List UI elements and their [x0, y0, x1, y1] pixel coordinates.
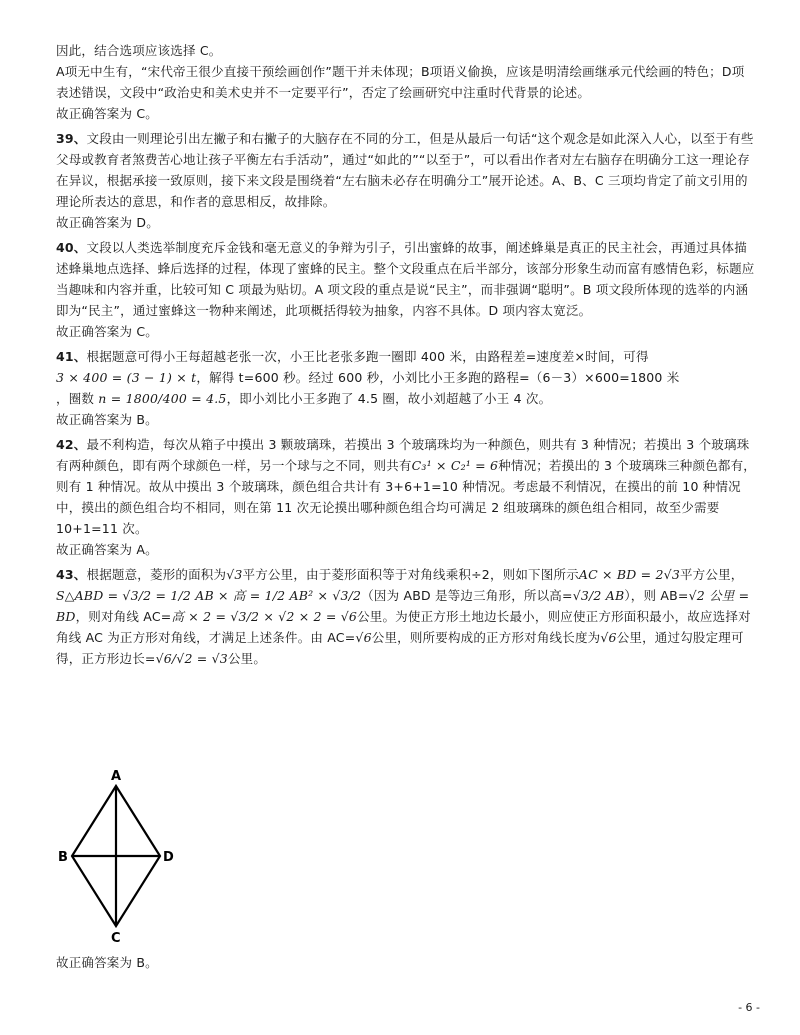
- q43-explanation: [56, 564, 756, 669]
- q43-number: 43、: [56, 567, 87, 582]
- intro-answer: 故正确答案为 C。: [56, 106, 159, 121]
- q41-text4: ，即小刘比小王多跑了 4.5 圈，故小刘超越了小王 4 次。: [226, 391, 552, 406]
- q43-text9: 公里，通过勾股定理可得，正方形边长=: [56, 630, 744, 666]
- q41-number: 41、: [56, 349, 87, 364]
- q43-math6: 高 × 2 = √3/2 × √2 × 2 = √6: [171, 609, 358, 624]
- vertex-c-label: C: [111, 931, 121, 946]
- q43-math7: √6: [355, 630, 372, 645]
- q39-answer: 故正确答案为 D。: [56, 215, 159, 230]
- q40-text: 文段以人类选举制度充斥金钱和毫无意义的争辩为引子，引出蜜蜂的故事，阐述蜂巢是真正的民主社会，再通过具体描述蜂巢地点选择、蜂后选择的过程，体现了蜜蜂的民主。整个文段重点在后半部分，该部分形象生动而富有感情色彩，标题应当趣味和内容并重，比较可知 C 项最为贴切。A 项文段的重点是说“民主”，而非强调“聪明”。B 项文段所体现的选举的内涵即为“民主”，通过蜜蜂这一物种来阐述，此项概括得较为抽象，内容不具体。D 项内容太宽泛。: [56, 240, 755, 318]
- q40-explanation: [56, 237, 756, 321]
- document-body: [56, 40, 756, 669]
- q43-text10: 公里。: [227, 651, 267, 666]
- intro-explanation: A项无中生有，“宋代帝王很少直接干预绘画创作”题干并未体现；B项语义偷换，应该是明清绘画继承元代绘画的特色；D项表述错误，文段中“政治史和美术史并不一定要平行”，否定了绘画研究中注重时代背景的论述。: [56, 64, 745, 100]
- q41-text2: ，解得 t=600 秒。经过 600 秒，小刘比小王多跑的路程=（6－3）×600=1800 米: [196, 370, 680, 385]
- q41-text1: 根据题意可得小王每超越老张一次，小王比老张多跑一圈即 400 米，由路程差=速度差×时间，可得: [86, 349, 649, 364]
- q43-text6: ，则对角线 AC=: [75, 609, 172, 624]
- rhombus-diagram: [56, 768, 176, 948]
- q43-math5: √2 公里 = BD: [56, 588, 750, 624]
- q43-text5: ），则 AB=: [624, 588, 689, 603]
- q41-explanation: [56, 346, 756, 409]
- q41-answer: 故正确答案为 B。: [56, 412, 158, 427]
- q43-math8: √6: [600, 630, 617, 645]
- q42-answer: 故正确答案为 A。: [56, 542, 158, 557]
- q42-explanation: [56, 434, 756, 539]
- q43-math3: S△ABD = √3/2 = 1/2 AB × 高 = 1/2 AB² × √3/2: [56, 588, 362, 603]
- q39-number: 39、: [56, 131, 87, 146]
- q43-text4: （因为 ABD 是等边三角形，所以高=: [361, 588, 573, 603]
- q41-text3: ，圈数: [56, 391, 95, 406]
- q43-math2: AC × BD = 2√3: [578, 567, 680, 582]
- intro-line: 因此，结合选项应该选择 C。: [56, 43, 222, 58]
- q42-number: 42、: [56, 437, 87, 452]
- q43-text7: 公里。为使正方形土地边长最小，则应使正方形面积最小，故应选择对角线 AC 为正方形对角线，才满足上述条件。由 AC=: [56, 609, 751, 645]
- q39-explanation: [56, 128, 756, 212]
- q40-number: 40、: [56, 240, 87, 255]
- q39-text: 文段由一则理论引出左撇子和右撇子的大脑存在不同的分工，但是从最后一句话“这个观念是如此深入人心，以至于有些父母或教育者煞费苦心地让孩子平衡左右手活动”，通过“如此的”“以至于”，可以看出作者对左右脑存在明确分工这一理论存在异议，根据承接一致原则，接下来文段是围绕着“左右脑未必存在明确分工”展开论述。A、B、C 三项均肯定了前文引用的理论所表达的意思，和作者的意思相反，故排除。: [56, 131, 754, 209]
- vertex-b-label: B: [58, 850, 68, 865]
- q43-text8: 公里，则所要构成的正方形对角线长度为: [371, 630, 601, 645]
- page-number: - 6 -: [738, 1001, 760, 1014]
- q43-text3: 平方公里，: [679, 567, 744, 582]
- q43-text1: 根据题意，菱形的面积为: [86, 567, 227, 582]
- vertex-d-label: D: [163, 850, 174, 865]
- q43-text2: 平方公里，由于菱形面积等于对角线乘积÷2，则如下图所示: [242, 567, 579, 582]
- vertex-a-label: A: [111, 769, 122, 784]
- q41-math2: n = 1800/400 = 4.5: [98, 391, 227, 406]
- q42-math1: C₃¹ × C₂¹ = 6: [411, 458, 499, 473]
- q43-math1: √3: [226, 567, 243, 582]
- q41-math1: 3 × 400 = (3 − 1) × t: [56, 370, 197, 385]
- q43-math9: √6/√2 = √3: [155, 651, 228, 666]
- q42-text2: 种情况；若摸出的 3 个玻璃珠三种颜色都有，则有 1 种情况。故从中摸出 3 个玻璃珠，颜色组合共计有 3+6+1=10 种情况。考虑最不利情况，在摸出的前 10 种情况中，摸出的颜色组合均不相同，则在第 11 次无论摸出哪种颜色组合均可满足 2 组玻璃珠的颜色组合相同，故至少需要 10+1=11 次。: [56, 458, 756, 536]
- q43-math4: √3/2 AB: [572, 588, 625, 603]
- q42-text1: 最不利构造，每次从箱子中摸出 3 颗玻璃珠，若摸出 3 个玻璃珠均为一种颜色，则共有 3 种情况；若摸出 3 个玻璃珠有两种颜色，即有两个球颜色一样，另一个球与之不同，则共有: [56, 437, 750, 473]
- q40-answer: 故正确答案为 C。: [56, 324, 159, 339]
- q43-answer: 故正确答案为 B。: [56, 955, 158, 970]
